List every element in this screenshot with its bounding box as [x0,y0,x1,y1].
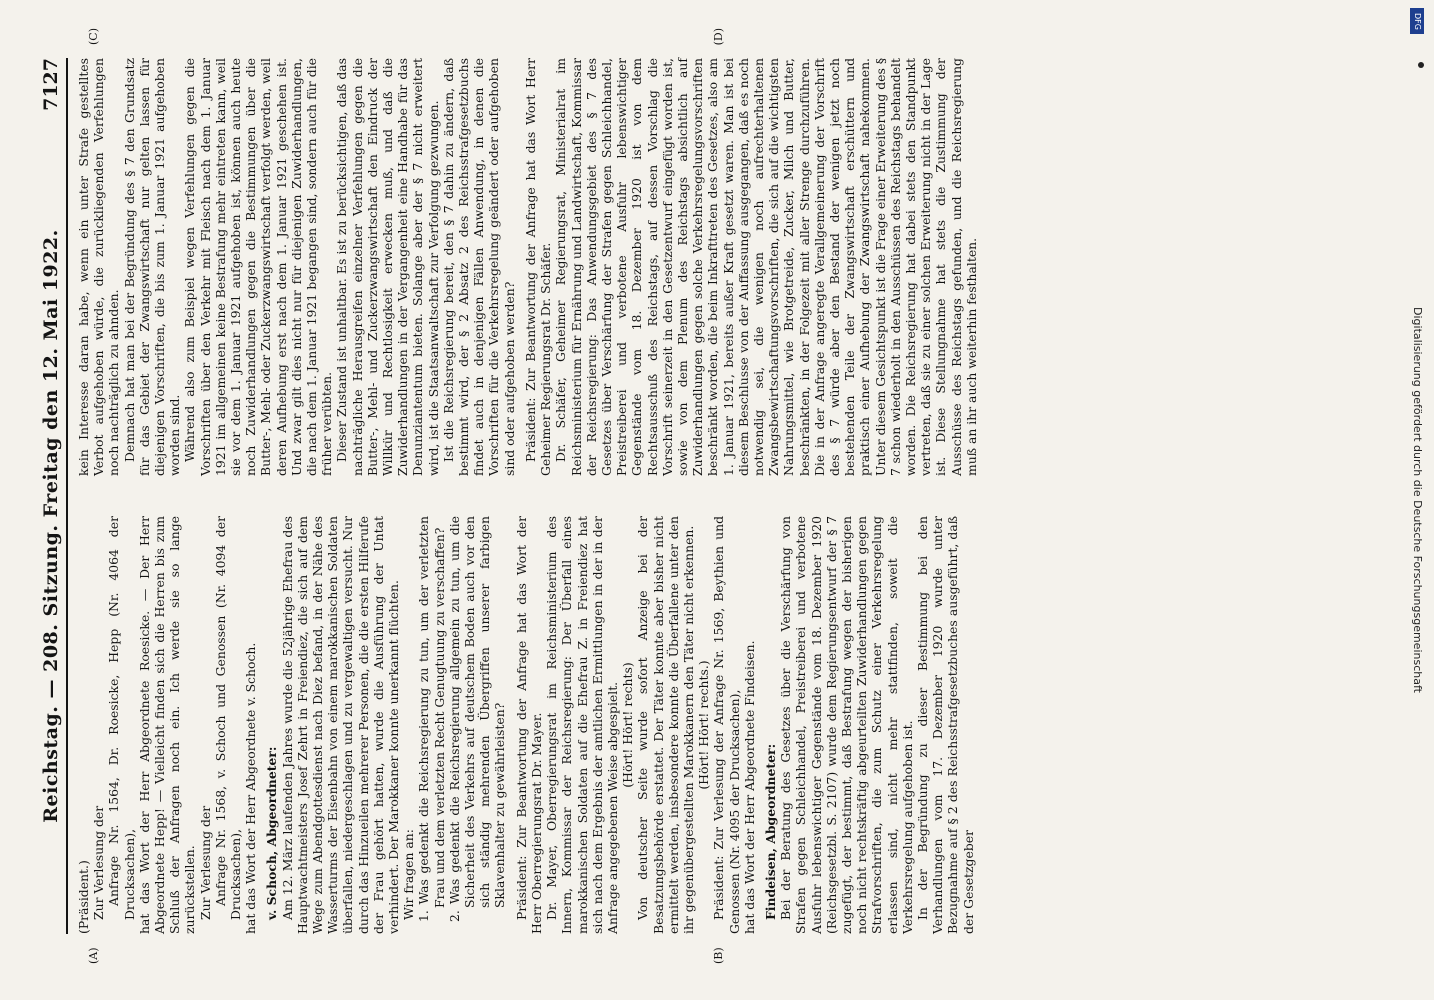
paragraph: Von deutscher Seite wurde sofort Anzeige bei der Besatzungsbehörde erstattet. Der Täter konnte aber bisher nicht ermittelt werden, insbesondere konnte die Überfallene unter den ihr gegenübergestellten Marokkanern den Täter nicht erkennen. [635,516,696,934]
paragraph: Anfrage Nr. 1564, Dr. Roesicke, Hepp (Nr. 4064 der Drucksachen), [106,516,137,920]
paragraph: hat das Wort der Herr Abgeordnete v. Schoch. [243,642,259,934]
margin-mark-a: (A) [87,947,100,964]
left-column [76,516,1346,964]
digitization-sidebar [1404,0,1430,1000]
margin-mark-c: (C) [87,28,100,45]
speaker-line: Präsident: Zur Beantwortung der Anfrage hat das Wort Herr Geheimer Regierungsrat Dr. Schäfer. [522,58,554,476]
interjection: (Hört! Hört! rechts) [620,662,636,788]
list-item: 2. Was gedenkt die Reichsregierung allgemein zu tun, um die Sicherheit des Verkehrs auf deutschem Boden auch vor den sich ständig mehrenden Übergriffen unserer farbigen Sklavenhalter zu gewährleisten? [446,516,508,922]
paragraph: Zur Verlesung der [91,805,107,920]
paragraph: (Präsident.) [76,860,91,934]
list-item: 1. Was gedenkt die Reichsregierung zu tun, um der verletzten Frau und dem verletzten Recht Genugtuung zu verschaffen? [416,516,447,922]
page-header [40,58,68,934]
paragraph: Dr. Schäfer, Geheimer Regierungsrat, Ministerialrat im Reichsministerium für Ernährung und Landwirtschaft, Kommissar der Reichsregierung: Das Anwendungsgebiet des § 7 des Gesetzes über Verschärfung der Strafen gegen Schleichhandel, Preistreiberei und verbotene Ausfuhr lebenswichtiger Gegenstände vom 18. Dezember 1920 ist von dem Rechtsausschuß des Reichstags, auf dessen Vorschlag die Vorschrift seinerzeit in den Gesetzentwurf eingefügt worden ist, sowie von dem Plenum des Reichstags absichtlich auf Zuwiderhandlungen gegen solche Verkehrsregelungsvorschriften beschränkt worden, die beim Inkrafttreten des Gesetzes, also am 1. Januar 1921, bereits außer Kraft gesetzt waren. Man ist bei diesem Beschlusse von der Auffassung ausgegangen, daß es noch notwendig sei, die wenigen noch aufrechterhaltenen Zwangsbewirtschaftungsvorschriften, die sich auf die wichtigsten Nahrungsmittel, wie Brotgetreide, Zucker, Milch und Butter, beschränkten, in der Folgezeit mit aller Strenge durchzuführen. Die in der Anfrage angeregte Verallgemeinerung der Vorschrift des § 7 würde aber den Bestand der wenigen jetzt noch bestehenden Teile der Zwangswirtschaft erschüttern und praktisch einer Aufhebung der Zwangswirtschaft nahekommen. Unter diesem Gesichtspunkt ist die Frage einer Erweiterung des § 7 schon wiederholt in den Ausschüssen des Reichstags behandelt worden. Die Reichsregierung hat dabei stets den Standpunkt vertreten, daß sie zu einer solchen Erweiterung nicht in der Lage ist. Diese Stellungnahme hat stets die Zustimmung der Ausschüsse des Reichstags gefunden, und die Reichsregierung muß an ihr auch weiterhin festhalten. [553,57,979,476]
interjection: (Hört! Hört! rechts.) [696,660,712,790]
paragraph: Dieser Zustand ist unhaltbar. Es ist zu berücksichtigen, daß das nachträgliche Herausgreifen einzelner Verfehlungen gegen die Butter-, Mehl- und Zuckerzwangswirtschaft den Eindruck der Willkür und Rechtlosigkeit erwecken muß, und daß die Zuwiderhandlungen in der Vergangenheit eine Handhabe für das Denunziantentum bieten. Solange aber der § 7 nicht erweitert wird, ist die Staatsanwaltschaft zur Verfolgung gezwungen. [334,58,441,476]
paragraph: Bei der Beratung des Gesetzes über die Verschärfung von Strafen gegen Schleichhandel, Preistreiberei und verbotene Ausfuhr lebenswichtiger Gegenstände vom 18. Dezember 1920 (Reichsgesetzbl. S. 2107) wurde dem Regierungsentwurf der § 7 zugefügt, der bestimmt, daß Bestrafung wegen der bisherigen noch nicht rechtskräftig abgeurteilten Zuwiderhandlungen gegen Strafvorschriften, die zum Schutz einer Verkehrsregelung erlassen sind, nicht mehr stattfinden, soweit die Verkehrsregelung aufgehoben ist. [778,516,915,934]
speaker-line: Findeisen, Abgeordneter: [762,743,778,920]
paragraph: kein Interesse daran habe, wenn ein unter Strafe gestelltes Verbot aufgehoben würde, die zurückliegenden Verfehlungen noch nachträglich zu ahnden. [76,58,122,476]
paragraph: hat das Wort der Herr Abgeordnete Findeisen. [741,640,757,934]
paragraph: Zur Verlesung der [197,805,213,920]
speaker-line: Präsident: Zur Beantwortung der Anfrage hat das Wort der Herr Oberregierungsrat Dr. Mayer. [513,516,544,934]
digitization-credit: Digitalisierung gefördert durch die Deutsche Forschungsgemeinschaft [1411,307,1424,693]
paragraph: In der Begründung zu dieser Bestimmung bei den Verhandlungen vom 17. Dezember 1920 wurde unter Bezugnahme auf § 2 des Reichsstrafgesetzbuches ausgeführt, daß der Gesetzgeber [914,516,976,934]
paragraph: Wir fragen an: [401,829,417,920]
paragraph: Demnach hat man bei der Begründung des § 7 den Grundsatz für das Gebiet der Zwangswirtschaft nur gelten lassen für diejenigen Vorschriften, die bis zum 1. Januar 1921 aufgehoben worden sind. [121,58,183,476]
paragraph: hat das Wort der Herr Abgeordnete Roesicke. — Der Herr Abgeordnete Hepp! — Vielleicht finden sich die Herren bis zum Schluß der Anfragen noch ein. Ich werde sie so lange zurückstellen. [136,516,198,934]
speaker-line: Präsident: Zur Verlesung der Anfrage Nr. 1569, Beythien und Genossen (Nr. 4095 der Drucksachen), [711,516,742,934]
page-number: 7127 [40,58,62,111]
margin-mark-d: (D) [712,28,725,46]
paragraph: Anfrage Nr. 1568, v. Schoch und Genossen (Nr. 4094 der Drucksachen), [212,516,244,920]
right-column [76,28,1346,476]
paragraph: Am 12. März laufenden Jahres wurde die 52jährige Ehefrau des Hauptwachtmeisters Josef Zehrt in Freiendiez, die sich auf dem Wege zum Abendgottesdienst nach Diez befand, in der Nähe des Wasserturms der Eisenbahn von einem marokkanischen Soldaten überfallen, niedergeschlagen und zu vergewaltigen versucht. Nur durch das Hinzueilen mehrerer Personen, die die ersten Hilferufe der Frau gehört hatten, wurde die Ausführung der Untat verhindert. Der Marokkaner konnte unerkannt flüchten. [279,516,402,934]
speaker-line: v. Schoch, Abgeordneter: [264,746,280,920]
margin-mark-b: (B) [712,947,725,964]
paragraph: Dr. Mayer, Oberregierungsrat im Reichsministerium des Innern, Kommissar der Reichsregierung: Der Überfall eines marokkanischen Soldaten auf die Ehefrau Z. in Freiendiez hat sich nach dem Ergebnis der amtlichen Ermittlungen in der in der Anfrage angegebenen Weise abgespielt. [544,516,620,934]
paragraph: Während also zum Beispiel wegen Verfehlungen gegen die Vorschriften über den Verkehr mit Fleisch nach dem 1. Januar 1921 im allgemeinen keine Bestrafung mehr eintreten kann, weil sie vor dem 1. Januar 1921 aufgehoben ist, können auch heute noch Zuwiderhandlungen gegen die Bestimmungen über die Butter-, Mehl- oder Zuckerzwangswirtschaft verfolgt werden, weil deren Aufhebung erst nach dem 1. Januar 1921 geschehen ist. Und zwar gilt dies nicht nur für diejenigen Zuwiderhandlungen, die nach dem 1. Januar 1921 begangen sind, sondern auch für die früher verübten. [182,58,335,476]
dfg-logo: DFG [1410,8,1424,34]
paragraph: Ist die Reichsregierung bereit, den § 7 dahin zu ändern, daß bestimmt wird, der § 2 Absatz 2 des Reichsstrafgesetzbuchs findet auch in denjenigen Fällen Anwendung, in denen die Vorschriften für die Verkehrsregelung geändert oder aufgehoben sind oder aufgehoben werden? [440,58,517,476]
header-title: Reichstag. — 208. Sitzung. Freitag den 12. Mai 1922. [40,229,62,823]
